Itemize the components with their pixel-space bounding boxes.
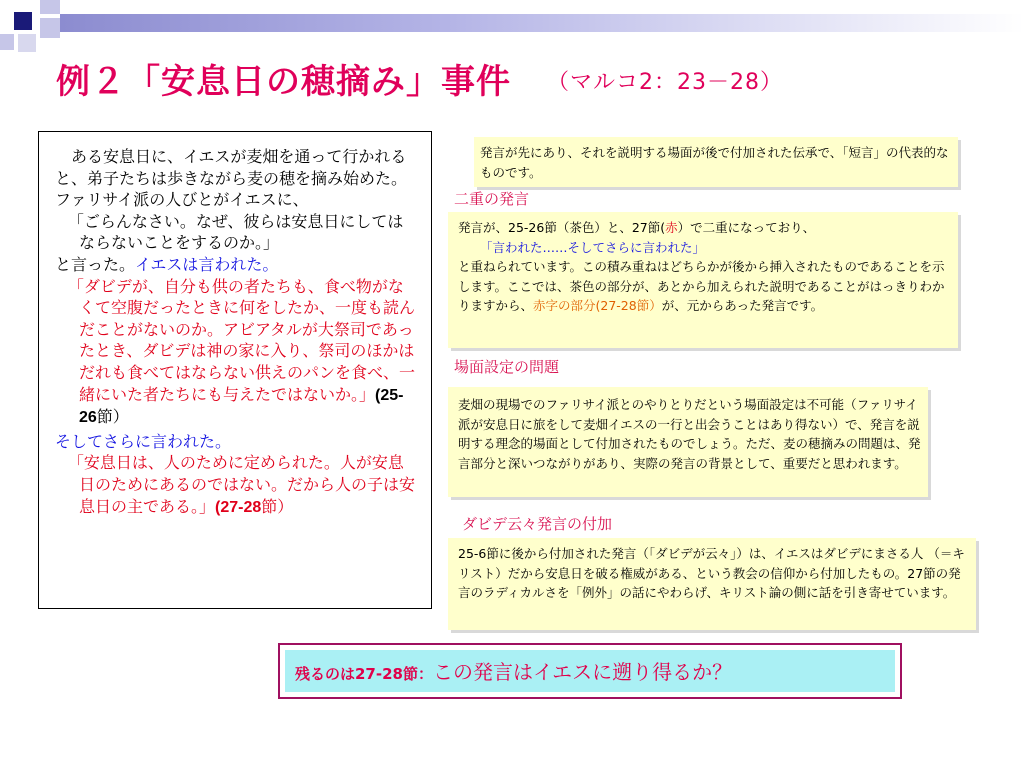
passage-ref-25-26-end: 節） bbox=[96, 407, 129, 427]
passage-intro: ある安息日に、イエスが麦畑を通って行かれると、弟子たちは歩きながら麦の穂を摘み始めた。ファリサイ派の人びとがイエスに、 bbox=[55, 147, 408, 210]
passage-ref-27-28: (27-28 bbox=[215, 498, 262, 516]
passage-quote-david bbox=[55, 276, 419, 429]
note-double-body: と重ねられています。この積み重ねはどちらかが後から挿入されたものであることを示します。ここでは、茶色の部分が、あとから加えられた説明であることがはっきりわかりますから、赤字の部分(27-28節）が、元からあった発言です。 bbox=[458, 259, 945, 313]
conclusion-verses: 残るのは27-28節： bbox=[295, 665, 433, 683]
deco-square-navy bbox=[14, 12, 32, 30]
passage-said bbox=[55, 254, 419, 276]
conclusion-box bbox=[278, 643, 902, 699]
passage-said-prefix: と言った。 bbox=[55, 254, 136, 274]
note-double-line1: 発言が、25-26節（茶色）と、27節(赤）で二重になっており、 bbox=[458, 220, 816, 235]
note-setting-text: 麦畑の現場でのファリサイ派とのやりとりだという場面設定は不可能（ファリサイ派が安息日に旅をして麦畑イエスの一行と出会うことはあり得ない）で、発言を説明する理念的場面として付加されたものでしょう。ただ、麦の穂摘みの問題は、発言部分と深いつながりがあり、実際の発言の背景として、重要だと思われます。 bbox=[458, 397, 921, 471]
note-short-saying-text: 発言が先にあり、それを説明する場面が後で付加された伝承で、「短言」の代表的なものです。 bbox=[480, 145, 949, 180]
note-double-red-label: 赤 bbox=[665, 220, 678, 235]
conclusion-question: この発言はイエスに遡り得るか？ bbox=[432, 660, 733, 684]
passage-again: そしてさらに言われた。 bbox=[55, 431, 232, 451]
passage-jesus-said: イエスは言われた。 bbox=[135, 254, 279, 274]
passage-ref-27-28-end: 節） bbox=[261, 496, 294, 516]
passage-quote-pharisees: 「ごらんなさい。なぜ、彼らは安息日にしてはならないことをするのか。」 bbox=[67, 211, 404, 253]
slide-title bbox=[56, 54, 783, 103]
title-reference: （マルコ2：23－28） bbox=[547, 70, 783, 95]
passage-ref-25-26: (25-26 bbox=[79, 386, 404, 427]
header-gradient-bar bbox=[60, 14, 1024, 32]
heading-david-addition: ダビデ云々発言の付加 bbox=[462, 515, 613, 533]
passage-quote-david-text: 「ダビデが、自分も供の者たちも、食べ物がなくて空腹だったときに何をしたか、一度も読んだことがないのか。アビアタルが大祭司であったとき、ダビデは神の家に入り、祭司のほかはだれも食べてはならない供えのパンを食べ、一緒にいた者たちにも与えたではないか。」 bbox=[67, 276, 416, 404]
passage-quote-sabbath bbox=[55, 452, 419, 518]
deco-square-light bbox=[40, 0, 60, 14]
deco-square-light bbox=[18, 34, 36, 52]
title-main: 例２「安息日の穂摘み」事件 bbox=[56, 62, 511, 102]
note-double-saying bbox=[448, 212, 958, 348]
heading-double-saying: 二重の発言 bbox=[454, 190, 530, 208]
note-double-quote: 「言われた……そしてさらに言われた」 bbox=[480, 239, 706, 255]
note-setting-problem bbox=[448, 387, 928, 497]
note-double-red-verses: 赤字の部分(27-28節） bbox=[533, 298, 662, 313]
note-short-saying bbox=[474, 137, 958, 187]
heading-setting-problem: 場面設定の問題 bbox=[454, 358, 560, 376]
passage-quote-sabbath-text: 「安息日は、人のために定められた。人が安息日のためにあるのではない。だから人の子は安息日の主である。」 bbox=[67, 453, 416, 516]
deco-square-light bbox=[40, 18, 60, 38]
note-david-addition bbox=[448, 538, 976, 630]
deco-square-light bbox=[0, 34, 14, 50]
note-david-text: 25-6節に後から付加された発言（「ダビデが云々」）は、イエスはダビデにまさる人 （＝キリスト）だから安息日を破る権威がある、という教会の信仰から付加したもの。27節の発言のラディカルさを「例外」の話にやわらげ、キリスト論の側に話を引き寄せています。 bbox=[458, 546, 965, 600]
passage-box bbox=[38, 131, 432, 609]
conclusion-inner bbox=[285, 650, 895, 692]
